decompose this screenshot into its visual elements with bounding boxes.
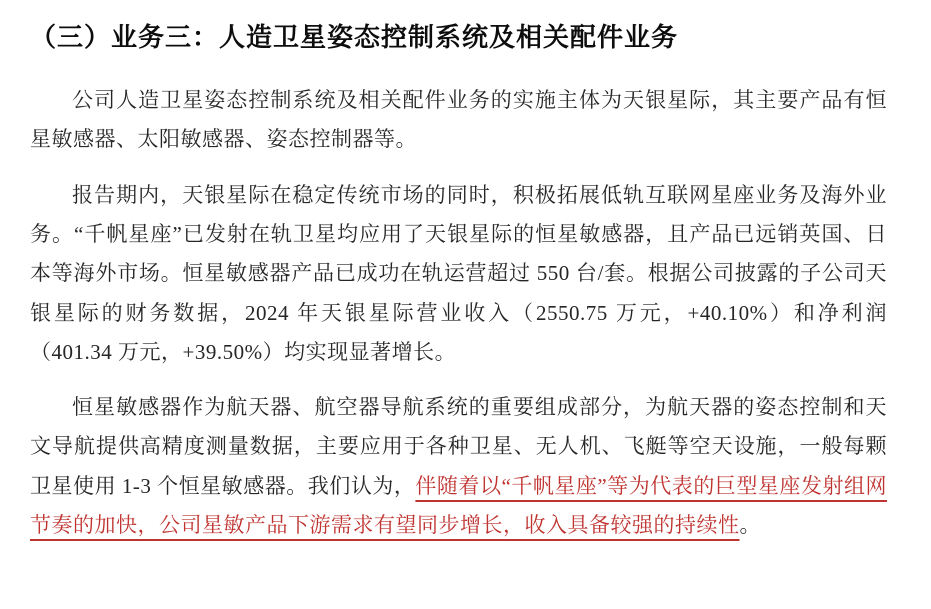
paragraph-report-period (30, 176, 887, 372)
paragraph-business-entity-text: 公司人造卫星姿态控制系统及相关配件业务的实施主体为天银星际，其主要产品有恒星敏感器、太阳敏感器、姿态控制器等。 (30, 88, 887, 152)
paragraph-outlook-highlighted-text: 伴随着以“千帆星座”等为代表的巨型星座发射组网节奏的加快，公司星敏产品下游需求有望同步增长，收入具备较强的持续性 (30, 473, 888, 537)
section-heading: （三）业务三：人造卫星姿态控制系统及相关配件业务 (30, 23, 679, 52)
paragraph-report-period-text: 报告期内，天银星际在稳定传统市场的同时，积极拓展低轨互联网星座业务及海外业务。“千帆星座”已发射在轨卫星均应用了天银星际的恒星敏感器，且产品已远销英国、日本等海外市场。恒星敏感器产品已成功在轨运营超过 550 台/套。根据公司披露的子公司天银星际的财务数据，2024 年天银星际营业收入（2550.75 万元，+40.10%）和净利润（401.34 万元，+39.50%）均实现显著增长。 (30, 182, 887, 364)
paragraph-outlook (30, 388, 887, 545)
paragraph-outlook-lead-text: 恒星敏感器作为航天器、航空器导航系统的重要组成部分，为航天器的姿态控制和天文导航提供高精度测量数据，主要应用于各种卫星、无人机、飞艇等空天设施，一般每颗卫星使用 1-3 个恒星敏感器。我们认为， (30, 395, 887, 498)
paragraph-business-entity (30, 81, 887, 160)
paragraph-outlook-closing-punctuation: 。 (739, 512, 761, 537)
